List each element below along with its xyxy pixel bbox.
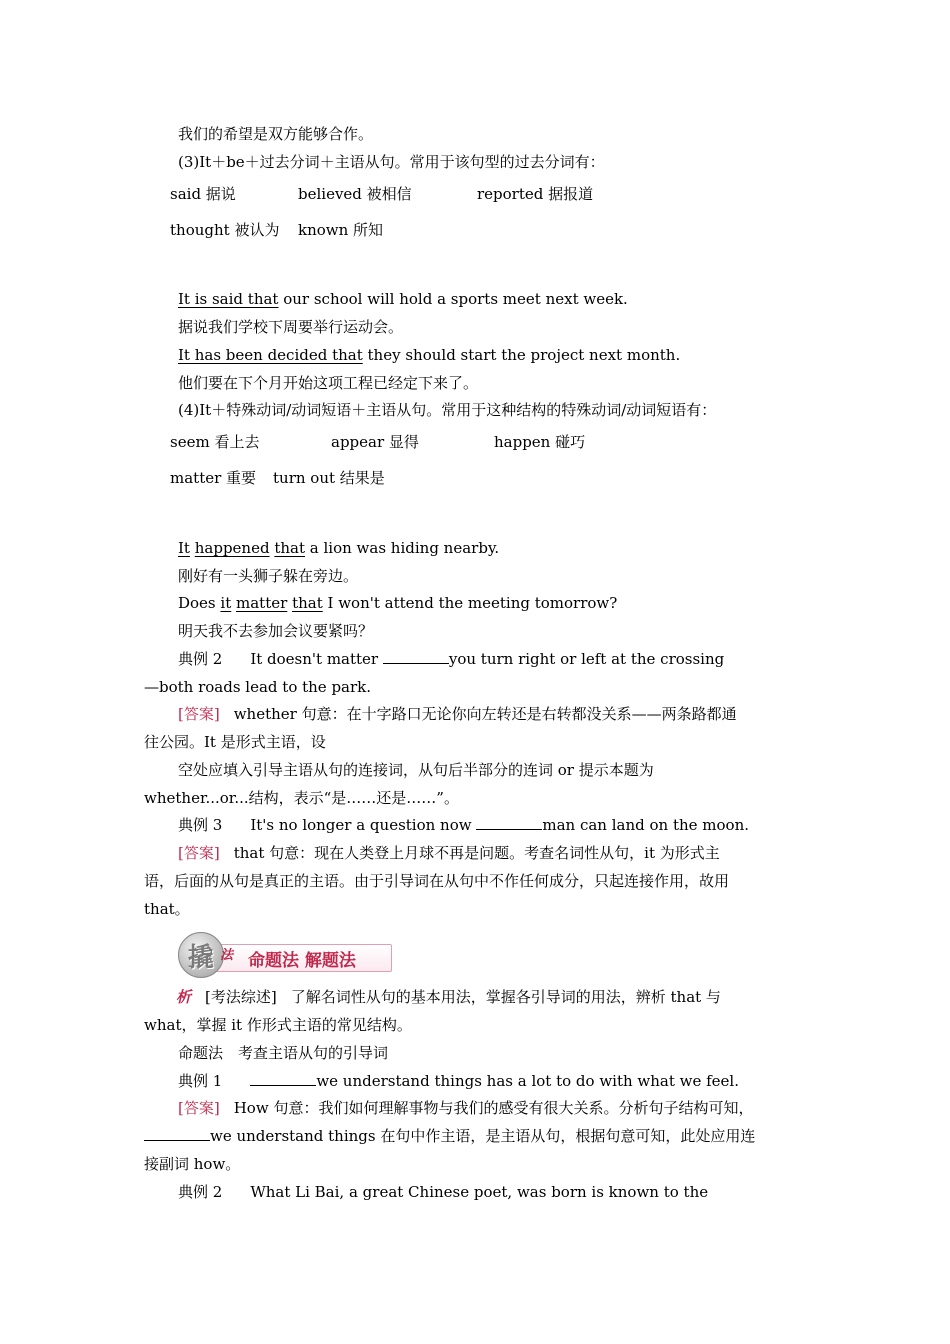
answer-line xyxy=(178,704,737,724)
method-heading: 命题法 考查主语从句的引导词 xyxy=(178,1044,389,1062)
example-sentence xyxy=(178,593,617,613)
section-heading: (4)It＋特殊动词/动词短语＋主语从句。常用于这种结构的特殊动词/动词短语有： xyxy=(178,401,717,419)
underlined-word: happened xyxy=(194,539,270,557)
example-question xyxy=(178,1071,739,1091)
example-translation: 他们要在下个月开始这项工程已经定下来了。 xyxy=(178,374,479,392)
analysis-icon: 析 xyxy=(176,988,192,1006)
underlined-word: that xyxy=(292,594,323,612)
text-line: —both roads lead to the park. xyxy=(144,678,372,696)
summary-label: [考法综述] xyxy=(205,988,277,1006)
example-label: 典例 3 xyxy=(178,816,223,834)
example-question xyxy=(178,649,724,669)
text-line: 接副词 how。 xyxy=(144,1155,241,1173)
underlined-word: that xyxy=(274,539,306,557)
answer-text: whether 句意：在十字路口无论你向左转还是右转都没关系——两条路都通 xyxy=(233,705,737,723)
answer-tag: [答案] xyxy=(178,705,220,723)
answer-text: How 句意：我们如何理解事物与我们的感受有很大关系。分析句子结构可知， xyxy=(233,1099,754,1117)
example-question xyxy=(178,815,749,835)
text-line: 往公园。It 是形式主语，设 xyxy=(144,733,326,751)
term-appear: appear 显得 xyxy=(331,433,419,451)
term-matter: matter 重要 xyxy=(170,469,257,487)
banner-subscript: 法 xyxy=(220,948,234,963)
underlined-phrase: It has been decided that xyxy=(178,346,363,364)
sentence-start: Does xyxy=(178,594,221,612)
example-label: 典例 2 xyxy=(178,650,223,668)
summary-text: 了解名词性从句的基本用法，掌握各引导词的用法，辨析 that 与 xyxy=(290,988,721,1006)
term-thought: thought 被认为 xyxy=(170,221,280,239)
answer-line xyxy=(178,1098,753,1118)
text-line: 空处应填入引导主语从句的连接词，从句后半部分的连词 or 提示本题为 xyxy=(178,761,654,779)
term-believed: believed 被相信 xyxy=(298,185,412,203)
banner-title: 命题法 解题法 xyxy=(248,951,356,971)
banner-emblem-icon: 撬 xyxy=(178,932,224,978)
text-line: what，掌握 it 作形式主语的常见结构。 xyxy=(144,1016,412,1034)
sentence-rest: they should start the project next month. xyxy=(362,346,681,364)
underlined-word: matter xyxy=(236,594,288,612)
term-turn-out: turn out 结果是 xyxy=(273,469,385,487)
term-reported: reported 据报道 xyxy=(477,185,594,203)
underlined-phrase: It is said that xyxy=(178,290,279,308)
underlined-word: it xyxy=(220,594,232,612)
example-translation: 明天我不去参加会议要紧吗？ xyxy=(178,622,374,640)
answer-text: that 句意：现在人类登上月球不再是问题。考查名词性从句，it 为形式主 xyxy=(233,844,720,862)
sentence-rest: our school will hold a sports meet next week. xyxy=(278,290,628,308)
example-sentence xyxy=(178,289,628,309)
example-translation: 刚好有一头狮子躲在旁边。 xyxy=(178,567,359,585)
answer-line xyxy=(178,843,720,863)
text-line: that。 xyxy=(144,900,190,918)
answer-blank xyxy=(144,1126,210,1141)
question-text: What Li Bai, a great Chinese poet, was born is known to the xyxy=(250,1183,709,1201)
question-end: you turn right or left at the crossing xyxy=(448,650,725,668)
answer-tag: [答案] xyxy=(178,1099,220,1117)
answer-blank xyxy=(250,1071,316,1086)
question-start: It's no longer a question now xyxy=(250,816,477,834)
sentence-rest: a lion was hiding nearby. xyxy=(305,539,500,557)
example-sentence xyxy=(178,345,680,365)
method-summary xyxy=(176,987,721,1007)
underlined-word: It xyxy=(178,539,190,557)
section-banner xyxy=(176,930,396,980)
answer-tag: [答案] xyxy=(178,844,220,862)
example-translation: 据说我们学校下周要举行运动会。 xyxy=(178,318,404,336)
section-heading: (3)It＋be＋过去分词＋主语从句。常用于该句型的过去分词有： xyxy=(178,153,605,171)
answer-blank xyxy=(476,815,542,830)
question-end: man can land on the moon. xyxy=(542,816,750,834)
text-line: 我们的希望是双方能够合作。 xyxy=(178,125,374,143)
question-start: It doesn't matter xyxy=(250,650,383,668)
example-sentence xyxy=(178,538,499,558)
answer-text: we understand things 在句中作主语，是主语从句，根据句意可知，此处应用连 xyxy=(210,1127,756,1145)
text-line: 语，后面的从句是真正的主语。由于引导词在从句中不作任何成分，只起连接作用，故用 xyxy=(144,872,730,890)
sentence-rest: I won't attend the meeting tomorrow? xyxy=(322,594,618,612)
term-seem: seem 看上去 xyxy=(170,433,260,451)
term-said: said 据说 xyxy=(170,185,236,203)
text-line xyxy=(144,1126,755,1146)
example-question xyxy=(178,1182,708,1202)
answer-blank xyxy=(383,649,449,664)
term-happen: happen 碰巧 xyxy=(494,433,586,451)
text-line: whether...or...结构，表示“是……还是……”。 xyxy=(144,789,459,807)
term-known: known 所知 xyxy=(298,221,384,239)
question-end: we understand things has a lot to do with what we feel. xyxy=(316,1072,740,1090)
example-label: 典例 2 xyxy=(178,1183,223,1201)
example-label: 典例 1 xyxy=(178,1072,223,1090)
